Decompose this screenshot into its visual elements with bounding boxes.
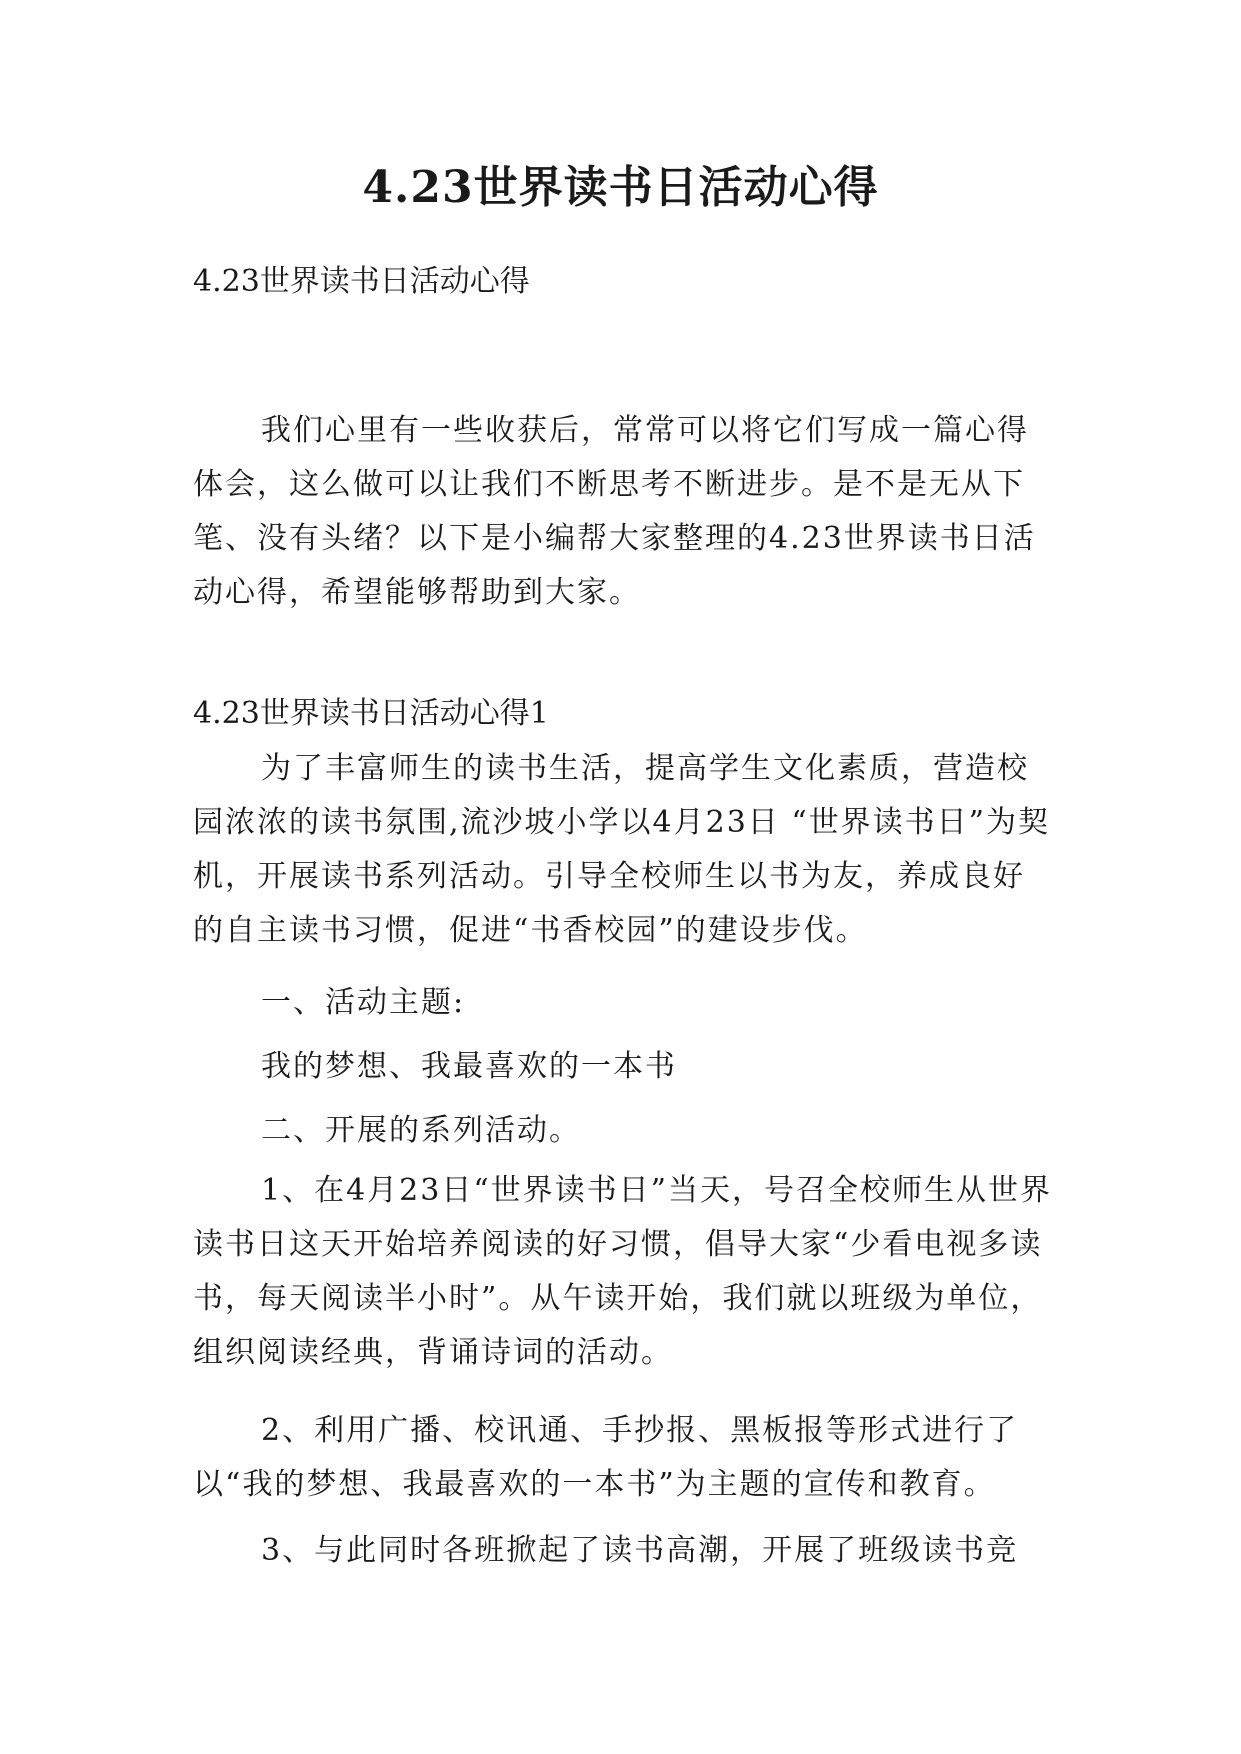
- activity-point-1: 1、在4月23日“世界读书日”当天，号召全校师生从世界读书日这天开始培养阅读的好习惯，倡导大家“少看电视多读书，每天阅读半小时”。从午读开始，我们就以班级为单位，组织阅读经典，背诵诗词的活动。: [193, 1173, 1053, 1370]
- activity-series-label: 二、开展的系列活动。: [261, 1113, 581, 1148]
- activity-theme-label: 一、活动主题:: [261, 985, 466, 1020]
- section-heading-1: 4.23世界读书日活动心得1: [193, 696, 549, 731]
- document-subtitle: 4.23世界读书日活动心得: [193, 264, 530, 299]
- activity-point-3: 3、与此同时各班掀起了读书高潮，开展了班级读书竞: [261, 1533, 1019, 1568]
- intro-paragraph: 我们心里有一些收获后，常常可以将它们写成一篇心得体会，这么做可以让我们不断思考不断进步。是不是无从下笔、没有头绪？以下是小编帮大家整理的4.23世界读书日活动心得，希望能够帮助到大家。: [193, 413, 1036, 610]
- activity-theme-content: 我的梦想、我最喜欢的一本书: [261, 1049, 677, 1084]
- document-title: 4.23世界读书日活动心得: [362, 162, 879, 213]
- activity-point-2: 2、利用广播、校讯通、手抄报、黑板报等形式进行了以“我的梦想、我最喜欢的一本书”为主题的宣传和教育。: [193, 1413, 1019, 1502]
- section1-paragraph: 为了丰富师生的读书生活，提高学生文化素质，营造校园浓浓的读书氛围,流沙坡小学以4月23日 “世界读书日”为契机，开展读书系列活动。引导全校师生以书为友，养成良好的自主读书习惯，促进“书香校园”的建设步伐。: [193, 751, 1051, 948]
